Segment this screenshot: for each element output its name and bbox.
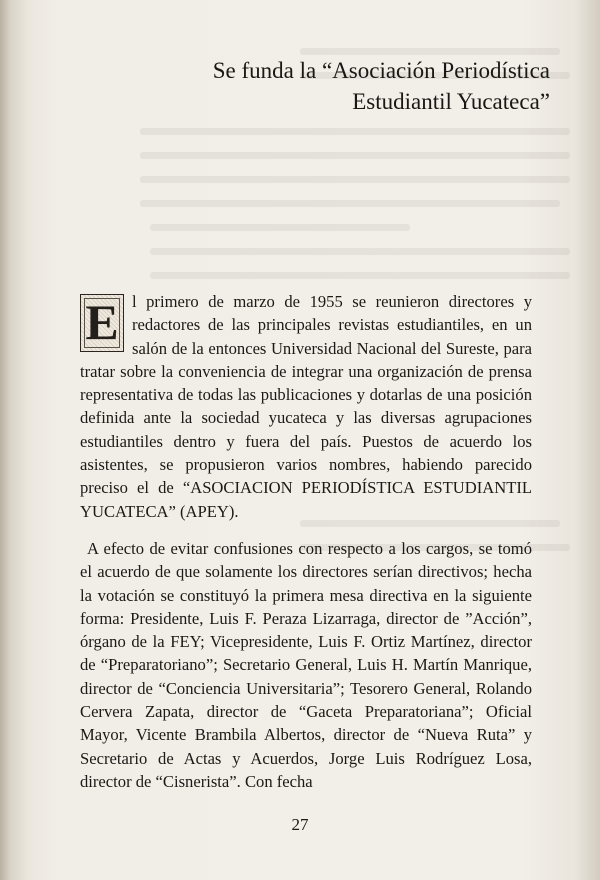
drop-cap-initial: E <box>80 294 124 352</box>
chapter-heading <box>110 55 550 117</box>
paragraph-2: A efecto de evitar confusiones con respecto a los cargos, se tomó el acuerdo de que solamente los directores serían directivos; hecha la votación se constituyó la primera mesa directiva en la siguiente forma: Presidente, Luis F. Peraza Lizarraga, director de ”Acción”, órgano de la FEY; Vicepresidente, Luis F. Ortiz Martínez, director de “Preparatoriano”; Secretario General, Luis H. Martín Manrique, director de “Conciencia Universitaria”; Tesorero General, Rolando Cervera Zapata, director de “Gaceta Preparatoriana”; Oficial Mayor, Vicente Brambila Albertos, director de “Nueva Ruta” y Secretario de Actas y Acuerdos, Jorge Luis Rodríguez Losa, director de “Cisnerista”. Con fecha <box>80 538 532 791</box>
page-number: 27 <box>291 815 309 834</box>
heading-line-2: Estudiantil Yucateca” <box>352 89 550 114</box>
heading-line-1: Se funda la “Asociación Periodística <box>212 58 550 83</box>
paragraph-1 <box>80 290 532 523</box>
body-text <box>80 290 532 793</box>
paragraph-1-text: l primero de marzo de 1955 se reunieron directores y redactores de las principales revistas estudiantiles, en un salón de la entonces Universidad Nacional del Sureste, para tratar sobre la conveniencia de integrar una organización de prensa representativa de todas las publicaciones y dotarlas de una posición definida ante la sociedad yucateca y las diversas agrupaciones estudiantiles dentro y fuera del país. Puestos de acuerdo los asistentes, se propusieron varios nombres, habiendo parecido preciso el de “ASOCIACION PERIODÍSTICA ESTUDIANTIL YUCATECA” (APEY). <box>80 292 532 521</box>
